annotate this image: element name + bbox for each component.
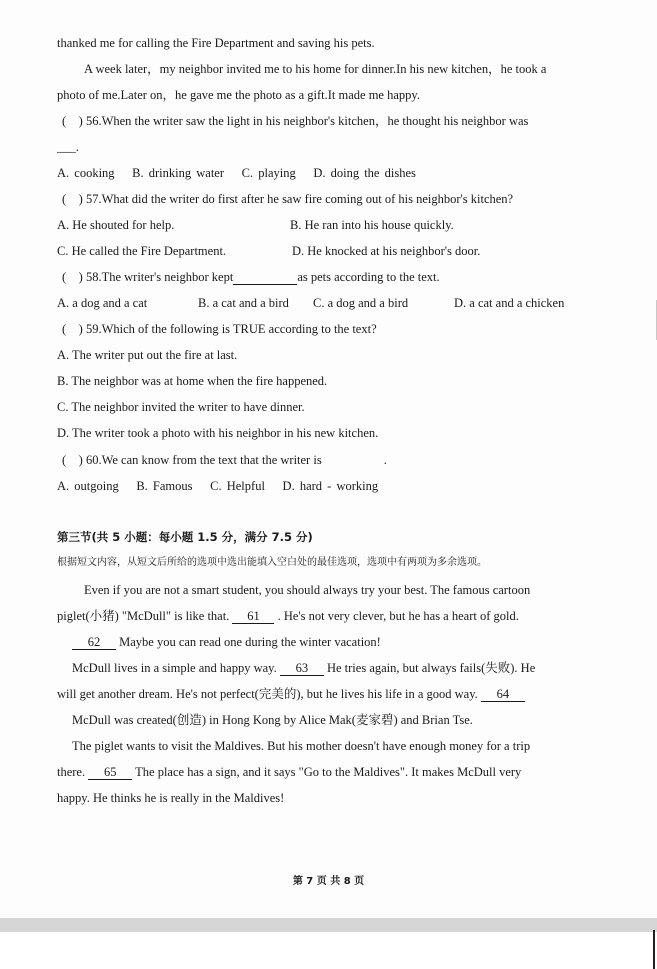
option-b: B. a cat and a bird: [198, 296, 289, 310]
option-b: B. He ran into his house quickly.: [290, 218, 454, 232]
question-57: [62, 191, 513, 207]
question-stem: 58.The writer's neighbor kept: [85, 270, 234, 284]
cloze-text: . He's not very clever, but he has a heart of gold.: [277, 609, 519, 623]
section-instruction: 根据短文内容，从短文后所给的选项中选出能填入空白处的最佳选项，选项中有两项为多余选项。: [57, 557, 487, 568]
option-c: C. He called the Fire Department.: [57, 244, 227, 258]
cloze-line: McDull was created(创造) in Hong Kong by Alice Mak(麦家碧) and Brian Tse.: [72, 713, 473, 727]
cloze-line: happy. He thinks he is really in the Maldives!: [57, 791, 285, 805]
cloze-blank-65[interactable]: 65: [88, 766, 132, 780]
cloze-blank-64[interactable]: 64: [481, 688, 525, 702]
question-stem-end: as pets according to the text.: [297, 270, 440, 284]
option-c: C. The neighbor invited the writer to have dinner.: [57, 400, 305, 414]
question-56: [62, 113, 528, 129]
option-a: A. a dog and a cat: [57, 296, 148, 310]
cloze-blank-62[interactable]: 62: [72, 636, 116, 650]
answer-paren[interactable]: ( ): [62, 192, 83, 206]
cloze-text: The place has a sign, and it says "Go to the Maldives". It makes McDull very: [135, 765, 522, 779]
option-b: B. The neighbor was at home when the fire happened.: [57, 374, 328, 388]
question-59: [62, 321, 377, 337]
cloze-line: [57, 764, 521, 780]
cloze-text: there.: [57, 765, 86, 779]
cloze-line: [72, 634, 381, 650]
option-a: A. He shouted for help.: [57, 218, 175, 232]
question-58: [62, 269, 440, 285]
question-stem: 59.Which of the following is TRUE according to the text?: [85, 322, 377, 336]
question-56-blank: ___.: [57, 140, 79, 154]
cloze-line: Even if you are not a smart student, you should always try your best. The famous cartoon: [84, 583, 531, 597]
scanner-band: [0, 918, 657, 932]
cloze-line: [57, 686, 525, 702]
option-d: D. The writer took a photo with his neighbor in his new kitchen.: [57, 426, 379, 440]
cloze-line: [72, 660, 535, 676]
cloze-text: He tries again, but always fails(失败). He: [326, 661, 536, 675]
passage-line: thanked me for calling the Fire Department and saving his pets.: [57, 36, 375, 50]
question-stem: 57.What did the writer do first after he saw fire coming out of his neighbor's kitchen?: [85, 192, 514, 206]
answer-paren[interactable]: ( ): [62, 270, 83, 284]
cloze-line: The piglet wants to visit the Maldives. But his mother doesn't have enough money for a trip: [72, 739, 531, 753]
option-d: D. He knocked at his neighbor's door.: [292, 244, 481, 258]
passage-line: A week later，my neighbor invited me to his home for dinner.In his new kitchen，he took a: [84, 62, 547, 76]
cloze-blank-61[interactable]: 61: [232, 610, 274, 624]
option-d: D. a cat and a chicken: [454, 296, 565, 310]
answer-paren[interactable]: ( ): [62, 322, 83, 336]
answer-blank[interactable]: [233, 271, 297, 285]
question-stem-end: .: [383, 453, 387, 467]
page-number: 第 7 页 共 8 页: [292, 876, 365, 887]
cloze-text: will get another dream. He's not perfect(完美的), but he lives his life in a good way.: [57, 687, 478, 701]
cloze-text: McDull lives in a simple and happy way.: [72, 661, 277, 675]
cloze-text: Maybe you can read one during the winter vacation!: [119, 635, 381, 649]
cloze-blank-63[interactable]: 63: [280, 662, 324, 676]
cloze-line: [57, 608, 519, 624]
page-edge-mark: [653, 930, 655, 969]
section-heading: 第三节(共 5 小题：每小题 1.5 分，满分 7.5 分): [57, 530, 313, 544]
answer-paren[interactable]: ( ): [62, 114, 83, 128]
answer-paren[interactable]: ( ): [62, 453, 83, 467]
cloze-text: piglet(小猪) "McDull" is like that.: [57, 609, 230, 623]
question-stem: 56.When the writer saw the light in his neighbor's kitchen，he thought his neighbor was: [85, 114, 529, 128]
question-60-options: A. outgoing B. Famous C. Helpful D. hard - working: [57, 479, 379, 493]
passage-line: photo of me.Later on，he gave me the photo as a gift.It made me happy.: [57, 88, 420, 102]
scan-background: [0, 932, 657, 969]
option-c: C. a dog and a bird: [313, 296, 409, 310]
question-stem: 60.We can know from the text that the writer is: [85, 453, 322, 467]
option-a: A. The writer put out the fire at last.: [57, 348, 238, 362]
question-56-options: A. cooking B. drinking water C. playing D. doing the dishes: [57, 166, 416, 180]
answer-blank[interactable]: [322, 452, 384, 468]
question-60: [62, 452, 387, 468]
